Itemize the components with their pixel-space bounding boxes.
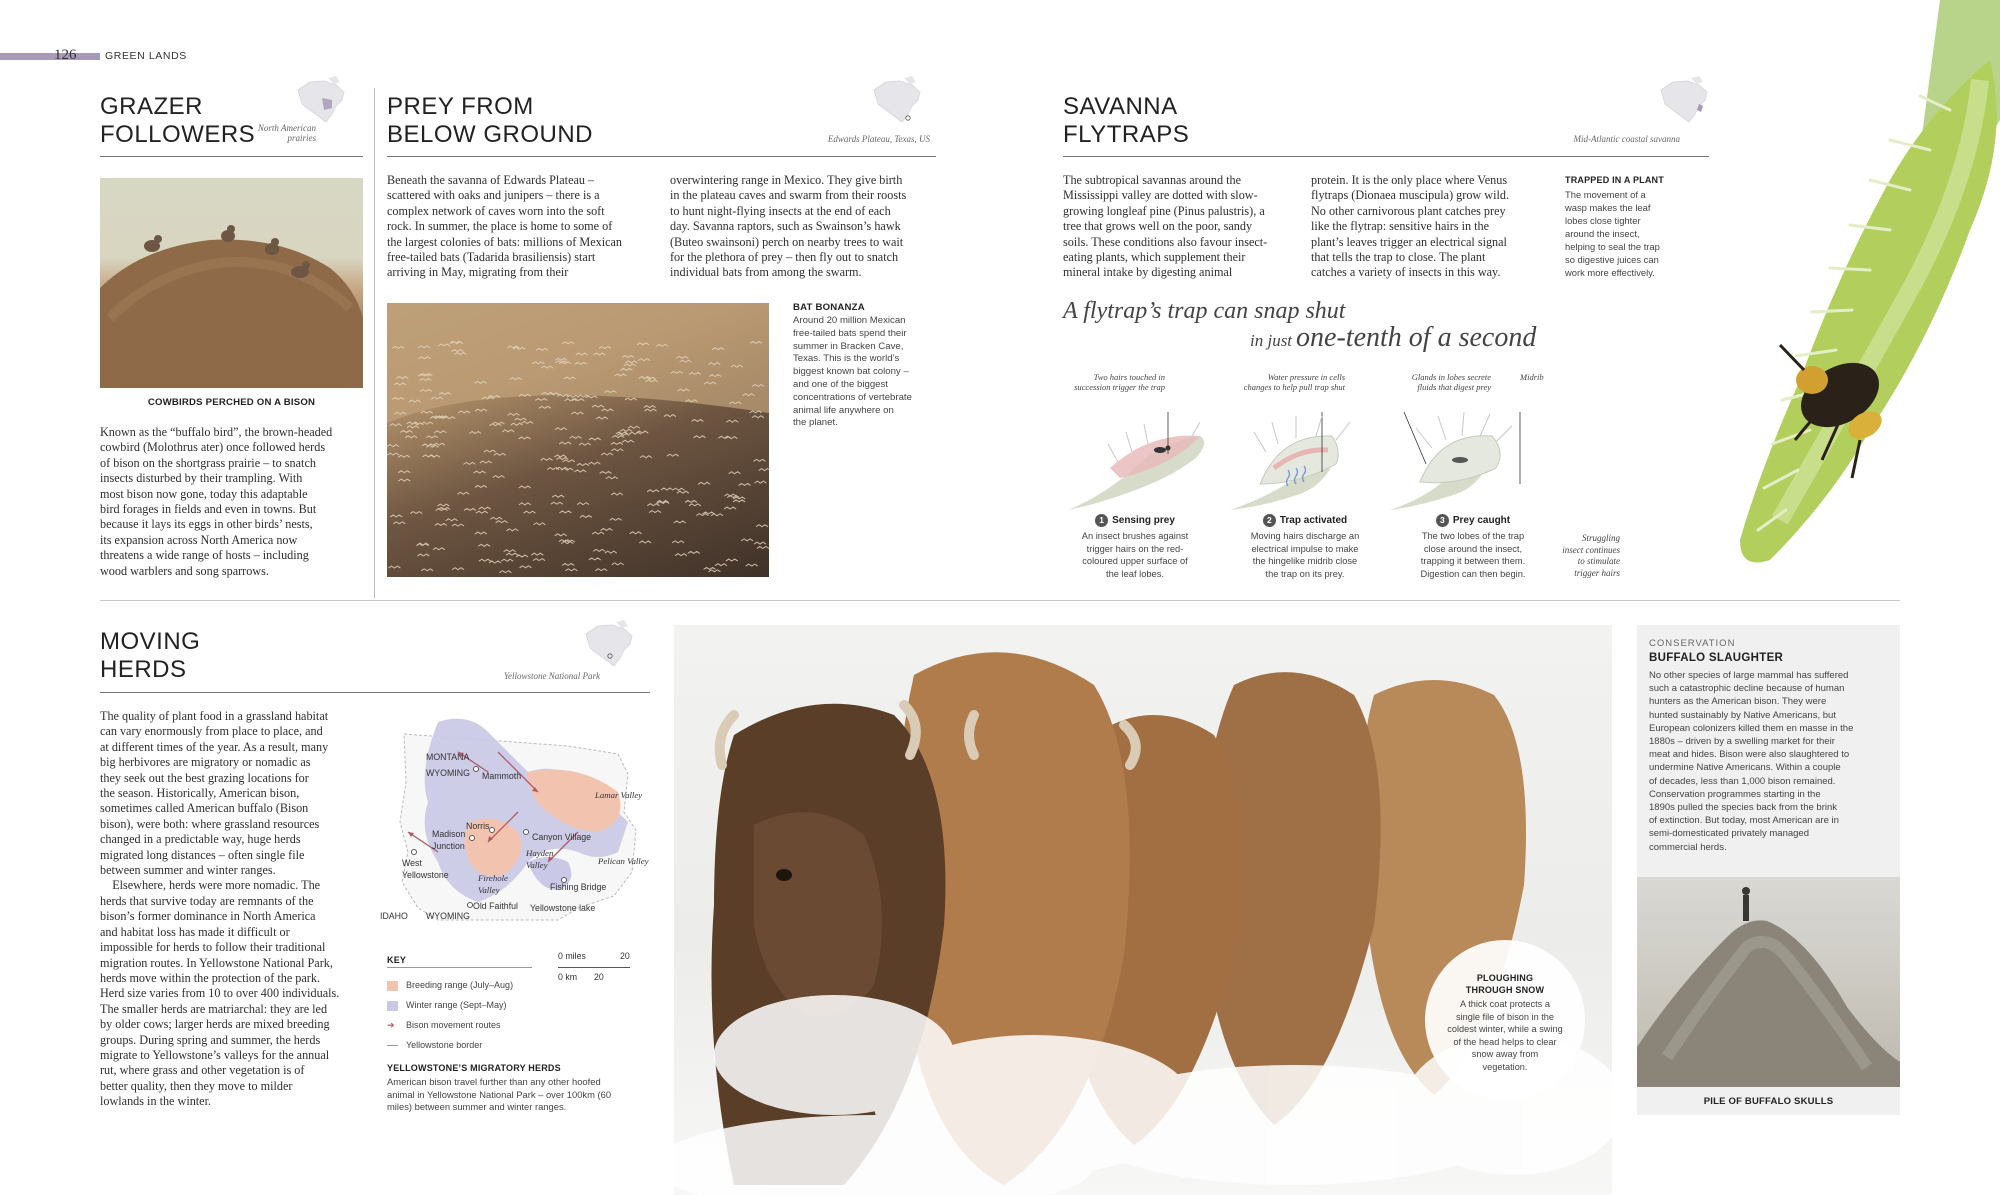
- trapped-title: TRAPPED IN A PLANT: [1565, 175, 1664, 185]
- bat-swarm-illustration: [387, 303, 769, 577]
- moving-location: Yellowstone National Park: [503, 671, 600, 681]
- savanna-col1: The subtropical savannas around the Mississippi valley are dotted with slow- growing longleaf pine (Pinus palustris), a tree that grows well on the poor, sandy soils. These conditions also favour insect- eating plants, which supplement their mineral intake by digesting animal: [1063, 173, 1268, 280]
- conservation-text: No other species of large mammal has suffered such a catastrophic decline because of human hunters as the American bison. They were hunted sustainably by Native Americans, but European colonizers killed them en masse in the 1880s – driven by a swelling market for their meat and hides. Bison were also slaughtered to undermine Native Americans. Within a couple of decades, less than 1,000 bison remained. Conservation programmes starting in the 1890s pulled the species back from the brink of extinction. But today, most American are in semi-domesticated privately managed commercial herds.: [1649, 670, 1854, 853]
- step-1: 1 Sensing prey An insect brushes against trigger hairs on the red- coloured upper surface of the leaf lobes.: [1081, 515, 1189, 579]
- pullquote-line2: in just one-tenth of a second: [1250, 322, 1537, 353]
- section-divider: [100, 600, 1900, 601]
- prey-col2: overwintering range in Mexico. They give birth in the plateau caves and swarm from their roosts to hunt night-flying insects at the end of each day. Savanna raptors, such as Swainson’s hawk (Buteo swainsoni) perch on nearby trees to wait for the plethora of prey – then fly out to snatch individual bats from among the swarm.: [670, 173, 907, 280]
- map-caption-title: YELLOWSTONE’S MIGRATORY HERDS: [387, 1063, 561, 1073]
- header-bar: [0, 53, 100, 60]
- stage-caught-illustration: [1390, 412, 1520, 510]
- prey-rule: [387, 156, 936, 157]
- bison-snow-photo: [674, 625, 1612, 1195]
- cowbird-caption: COWBIRDS PERCHED ON A BISON: [147, 397, 316, 408]
- moving-rule: [100, 692, 650, 693]
- map-caption: American bison travel further than any other hoofed animal in Yellowstone National Park – over 100km (60 miles) between summer and winter ranges.: [387, 1076, 612, 1113]
- annotation-hairs: Two hairs touched in succession trigger the trap: [1074, 372, 1165, 392]
- moving-body: The quality of plant food in a grassland habitat can vary enormously from place to place, and at different times of the year. As a result, many big herbivores are migratory or nomadic as they seek out the best grazing locations for the season. Historically, American bison, sometimes called American buffalo (Bison bison), were both: where grassland resources changed in a predictable way, huge herds migrated long distances – often single file between summer and winter ranges. Elsewhere, herds were more nomadic. The herds that survive today are remnants of the bison’s former dominance in North America and habitat loss has made it difficult or impossible for herds to follow their traditional migration routes. In Yellowstone National Park, herds move within the protection of the park. Herd size varies from 10 to over 400 individuals. The smaller herds are matriarchal: they are led by older cows; larger herds are mixed breeding groups. During spring and summer, the herds migrate to Yellowstone’s valleys for the annual rut, where grass and other vegetation is of better quality, then they move to milder lowlands in the winter.: [100, 709, 340, 1109]
- grazer-body: Known as the “buffalo bird”, the brown-headed cowbird (Molothrus ater) once followed herds of bison on the shortgrass prairie – to snatch insects disturbed by their trampling. With most bison now gone, today this adaptable bird forages in fields and even in towns. But because it lays its eggs in other birds’ nests, its expansion across North America now threatens a wide range of hosts – including wood warblers and song sparrows.: [100, 425, 333, 578]
- skulls-caption: PILE OF BUFFALO SKULLS: [1703, 1096, 1834, 1107]
- arrow-icon: ➜: [387, 1020, 395, 1030]
- conservation-label: CONSERVATION: [1649, 638, 1736, 649]
- flytrap-wasp-photo: [1590, 0, 2000, 590]
- conservation-title: BUFFALO SLAUGHTER: [1649, 652, 1784, 664]
- ploughing-text: PLOUGHING THROUGH SNOW A thick coat protects a single file of bison in the coldest winter, while a swing of the head helps to clear snow away from vegetation.: [1447, 973, 1563, 1072]
- prey-title: PREY FROM BELOW GROUND: [387, 93, 594, 148]
- page-number: 126: [54, 47, 77, 63]
- step-number-badge: 3: [1436, 514, 1449, 527]
- bat-bonanza-text: Around 20 million Mexican free-tailed bats spend their summer in Bracken Cave, Texas. This is the world’s biggest known bat colony – and one of the biggest concentrations of vertebrate animal life anywhere on the planet.: [793, 315, 912, 429]
- step-number-badge: 1: [1095, 514, 1108, 527]
- map-scale: 0 miles 20 0 km 20: [558, 951, 630, 982]
- trapped-text: The movement of a wasp makes the leaf lobes close tighter around the insect, helping to seal the trap so digestive juices can work more effectively.: [1565, 189, 1660, 278]
- step-number-badge: 2: [1263, 514, 1276, 527]
- buffalo-skulls-photo: [1637, 877, 1900, 1087]
- annotation-glands: Glands in lobes secrete fluids that digest prey: [1411, 372, 1491, 392]
- key-border: Yellowstone border: [387, 1035, 557, 1055]
- savanna-location: Mid-Atlantic coastal savanna: [1573, 134, 1680, 144]
- step-2: 2 Trap activated Moving hairs discharge an electrical impulse to make the hingelike midrib close the trap on its prey.: [1250, 515, 1360, 579]
- bison-back-illustration: [100, 178, 363, 388]
- key-title: KEY: [387, 955, 407, 965]
- bat-bonanza-title: BAT BONANZA: [793, 302, 865, 313]
- annotation-water: Water pressure in cells changes to help pull trap shut: [1243, 372, 1345, 392]
- key-breeding: Breeding range (July–Aug): [387, 975, 557, 995]
- step-3: 3 Prey caught The two lobes of the trap close around the insect, trapping it between them. Digestion can then begin.: [1420, 515, 1526, 579]
- map-labels: MONTANA WYOMING Mammoth Lamar Valley Norris Madison Junction Canyon Village Hayden Valley Pelican Valley West Yellowstone Firehole Valley Fishing Bridge Old Faithful Yellowstone lake IDAHO WYOMING: [380, 752, 649, 921]
- key-list: [387, 975, 557, 1055]
- prey-locator-map: [868, 76, 928, 128]
- key-winter: Winter range (Sept–May): [387, 995, 557, 1015]
- grazer-rule: [100, 156, 363, 157]
- savanna-title: SAVANNA FLYTRAPS: [1063, 93, 1190, 148]
- grazer-locator-map: [292, 76, 352, 128]
- flytrap-diagram: [1060, 392, 1560, 517]
- grazer-location: North American prairies: [257, 123, 316, 143]
- key-rule: [387, 967, 532, 968]
- bison-herd-illustration: [674, 625, 1612, 1195]
- stage-sensing-illustration: [1068, 412, 1204, 510]
- struggling-annotation: Struggling insect continues to stimulate trigger hairs: [1562, 533, 1620, 578]
- prey-col1: Beneath the savanna of Edwards Plateau – scattered with oaks and junipers – there is a complex network of caves worn into the soft rock. In summer, the place is home to some of the largest colonies of bats: millions of Mexican free-tailed bats (Tadarida brasiliensis) start arriving in May, migrating from their: [387, 173, 623, 280]
- moving-locator-map: [580, 620, 640, 672]
- moving-title: MOVING HERDS: [100, 628, 201, 683]
- bat-swarm-photo: [387, 303, 769, 577]
- grazer-title: GRAZER FOLLOWERS: [100, 93, 256, 148]
- column-divider: [374, 88, 375, 598]
- savanna-col2: protein. It is the only place where Venus flytraps (Dionaea muscipula) grow wild. No other carnivorous plant catches prey like the flytrap: sensitive hairs in the plant’s leaves trigger an electrical signal that tells the trap to close. The plant catches a variety of insects in this way.: [1311, 173, 1509, 280]
- cowbird-photo: [100, 178, 363, 388]
- skull-pile-illustration: [1637, 877, 1900, 1087]
- pullquote-line1: A flytrap’s trap can snap shut: [1063, 298, 1346, 324]
- key-routes: ➜ Bison movement routes: [387, 1015, 557, 1035]
- stage-activated-illustration: [1230, 412, 1350, 510]
- prey-location: Edwards Plateau, Texas, US: [827, 134, 930, 144]
- annotation-midrib: Midrib: [1520, 372, 1544, 382]
- section-label: GREEN LANDS: [105, 50, 187, 62]
